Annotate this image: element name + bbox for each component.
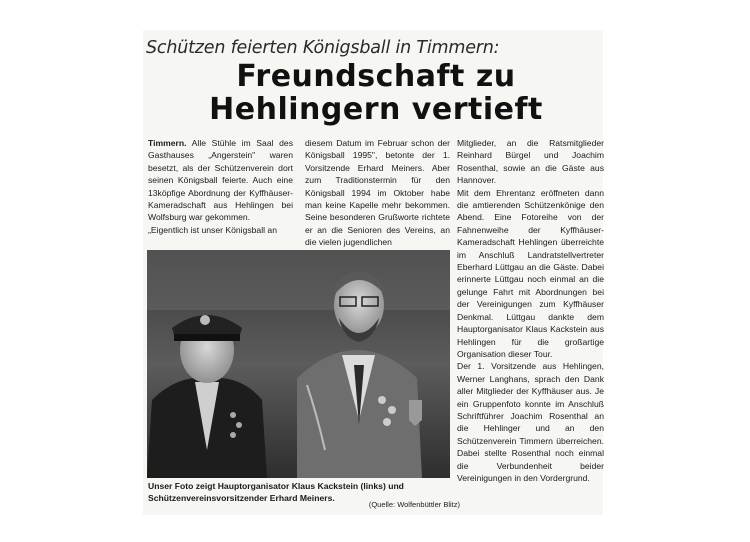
- column-1-paragraph-1: Alle Stühle im Saal des Gasthauses „Angerstein" waren besetzt, als der Schützenverein dort seinen Königsball feierte. Auch eine 13köpfige Abordnung der Kyffhäuser-Kameradschaft aus Hehlingen bei Wolfsburg war gekommen.: [148, 138, 293, 223]
- article-column-3: [457, 137, 604, 507]
- column-1-paragraph-2: „Eigentlich ist unser Königsball an: [148, 224, 277, 235]
- column-3-paragraph-3: Der 1. Vorsitzende aus Hehlingen, Werner Langhans, sprach den Dank aller Mitglieder der Kyffhäuser aus. Je ein Gruppenfoto konnte im Anschluß Schriftführer Joachim Rosenthal an die Hehlinger und an den Schützenverein Timmern überreichen. Dabei stellte Rosenthal noch einmal die Verbundenheit beider Vereinigungen in den Vordergrund.: [457, 361, 604, 483]
- column-2-paragraph-1: diesem Datum im Februar schon der Königsball 1995", betonte der 1. Vorsitzende Erhard Meiners. Aber zum Traditionstermin für den Königsball 1994 im Oktober habe man keine Kapelle mehr bekommen. Seine besonderen Grußworte richtete er an die Senioren des Vereins, an die vielen jugendlichen: [305, 138, 450, 248]
- headline-line-1: Freundschaft zu: [236, 59, 516, 94]
- article-photo: [147, 250, 450, 478]
- photo-caption: Unser Foto zeigt Hauptorganisator Klaus Kackstein (links) und Schützenvereinsvorsitzender Erhard Meiners.: [148, 481, 404, 503]
- column-3-paragraph-1: Mitglieder, an die Ratsmitglieder Reinhard Bürgel und Joachim Rosenthal, sowie an die Gäste aus Hannover.: [457, 138, 604, 186]
- article-column-1: [148, 137, 293, 249]
- source-credit: (Quelle: Wolfenbüttler Blitz): [368, 500, 460, 509]
- column-3-paragraph-2: Mit dem Ehrentanz eröffneten dann die amtierenden Schützenkönige den Abend. Eine Fotoreihe von der Fahnenweihe der Kyffhäuser-Kameradschaft Hehlingen überreichte im Anschluß Landratstellvertreter Eberhard Lüttgau an die Gäste. Dabei erinnerte Lüttgau noch einmal an die gelunge Fahrt mit Abordnungen bei der Vereinigungen zum Kyffhäuser Denkmal. Lüttgau dankte dem Hauptorganisator Klaus Kackstein aus Hehlingen für die großartige Organisation dieser Tour.: [457, 187, 604, 359]
- dateline: Timmern.: [148, 138, 187, 148]
- article-column-2: [305, 137, 450, 249]
- headline-line-2: Hehlingern vertieft: [209, 92, 543, 127]
- article-subtitle: Schützen feierten Königsball in Timmern:: [146, 38, 500, 58]
- article-headline: [146, 60, 606, 126]
